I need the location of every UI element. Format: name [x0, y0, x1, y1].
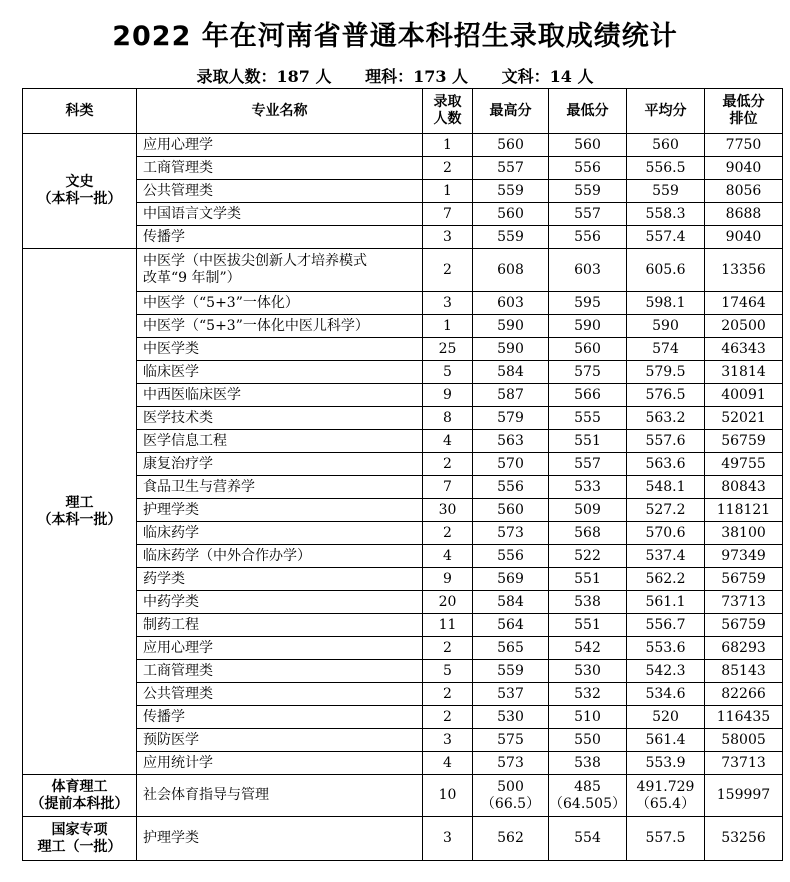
table-row: [23, 752, 783, 775]
min-rank-cell: 56759: [705, 568, 783, 591]
max-score-cell: 587: [473, 384, 549, 407]
major-cell: 医学技术类: [137, 407, 423, 430]
min-score-cell: 533: [549, 476, 627, 499]
table-row: [23, 453, 783, 476]
avg-score-cell: 527.2: [627, 499, 705, 522]
table-row: [23, 476, 783, 499]
count-cell: 11: [423, 614, 473, 637]
min-rank-cell: 73713: [705, 752, 783, 775]
table-row: [23, 522, 783, 545]
major-cell: 公共管理类: [137, 180, 423, 203]
major-cell: 中药学类: [137, 591, 423, 614]
header-rank: 最低分 排位: [705, 89, 783, 134]
max-score-cell: 563: [473, 430, 549, 453]
avg-score-cell: 542.3: [627, 660, 705, 683]
min-score-cell: 551: [549, 614, 627, 637]
min-score-cell: 556: [549, 226, 627, 249]
avg-score-cell: 553.9: [627, 752, 705, 775]
header-count: 录取 人数: [423, 89, 473, 134]
max-score-cell: 564: [473, 614, 549, 637]
count-cell: 1: [423, 315, 473, 338]
max-score-cell: 537: [473, 683, 549, 706]
major-cell: 医学信息工程: [137, 430, 423, 453]
min-rank-cell: 97349: [705, 545, 783, 568]
table-row: [23, 499, 783, 522]
min-score-cell: 590: [549, 315, 627, 338]
avg-score-cell: 548.1: [627, 476, 705, 499]
max-score-cell: 559: [473, 226, 549, 249]
min-score-cell: 560: [549, 338, 627, 361]
max-score-cell: 573: [473, 522, 549, 545]
header-max: 最高分: [473, 89, 549, 134]
min-rank-cell: 9040: [705, 157, 783, 180]
count-cell: 10: [423, 775, 473, 817]
max-score-cell: 560: [473, 134, 549, 157]
avg-score-cell: 590: [627, 315, 705, 338]
min-rank-cell: 53256: [705, 817, 783, 861]
count-cell: 30: [423, 499, 473, 522]
max-score-cell: 560: [473, 203, 549, 226]
min-score-cell: 560: [549, 134, 627, 157]
avg-score-cell: 561.1: [627, 591, 705, 614]
table-row: [23, 315, 783, 338]
major-cell: 康复治疗学: [137, 453, 423, 476]
count-cell: 25: [423, 338, 473, 361]
avg-score-cell: 491.729 （65.4）: [627, 775, 705, 817]
max-score-cell: 559: [473, 660, 549, 683]
count-cell: 2: [423, 706, 473, 729]
min-rank-cell: 40091: [705, 384, 783, 407]
major-cell: 社会体育指导与管理: [137, 775, 423, 817]
min-rank-cell: 13356: [705, 249, 783, 292]
admission-summary: [0, 64, 790, 87]
header-major: 专业名称: [137, 89, 423, 134]
min-score-cell: 559: [549, 180, 627, 203]
min-score-cell: 566: [549, 384, 627, 407]
count-cell: 2: [423, 157, 473, 180]
max-score-cell: 556: [473, 476, 549, 499]
max-score-cell: 560: [473, 499, 549, 522]
avg-score-cell: 605.6: [627, 249, 705, 292]
avg-score-cell: 579.5: [627, 361, 705, 384]
table-row: [23, 338, 783, 361]
count-cell: 4: [423, 430, 473, 453]
major-cell: 工商管理类: [137, 660, 423, 683]
avg-score-cell: 562.2: [627, 568, 705, 591]
header-min: 最低分: [549, 89, 627, 134]
max-score-cell: 590: [473, 338, 549, 361]
max-score-cell: 584: [473, 591, 549, 614]
min-score-cell: 550: [549, 729, 627, 752]
min-rank-cell: 56759: [705, 614, 783, 637]
summary-liberal: 文科：14 人: [501, 67, 594, 86]
max-score-cell: 570: [473, 453, 549, 476]
min-score-cell: 603: [549, 249, 627, 292]
min-score-cell: 551: [549, 568, 627, 591]
max-score-cell: 557: [473, 157, 549, 180]
min-rank-cell: 80843: [705, 476, 783, 499]
avg-score-cell: 598.1: [627, 292, 705, 315]
table-row: [23, 706, 783, 729]
count-cell: 3: [423, 292, 473, 315]
min-score-cell: 522: [549, 545, 627, 568]
avg-score-cell: 576.5: [627, 384, 705, 407]
avg-score-cell: 570.6: [627, 522, 705, 545]
max-score-cell: 575: [473, 729, 549, 752]
major-cell: 临床药学: [137, 522, 423, 545]
table-row: [23, 384, 783, 407]
major-cell: 中国语言文学类: [137, 203, 423, 226]
avg-score-cell: 520: [627, 706, 705, 729]
major-cell: 工商管理类: [137, 157, 423, 180]
major-cell: 应用心理学: [137, 134, 423, 157]
count-cell: 5: [423, 660, 473, 683]
min-score-cell: 538: [549, 752, 627, 775]
min-rank-cell: 7750: [705, 134, 783, 157]
summary-total: 录取人数：187 人: [196, 67, 332, 86]
min-rank-cell: 52021: [705, 407, 783, 430]
min-rank-cell: 38100: [705, 522, 783, 545]
table-row: [23, 568, 783, 591]
table-row: [23, 361, 783, 384]
table-row: [23, 292, 783, 315]
table-row: [23, 180, 783, 203]
table-row: [23, 249, 783, 292]
max-score-cell: 559: [473, 180, 549, 203]
major-cell: 中西医临床医学: [137, 384, 423, 407]
table-row: [23, 817, 783, 861]
max-score-cell: 590: [473, 315, 549, 338]
avg-score-cell: 563.6: [627, 453, 705, 476]
max-score-cell: 565: [473, 637, 549, 660]
major-cell: 中医学类: [137, 338, 423, 361]
table-row: [23, 637, 783, 660]
min-score-cell: 595: [549, 292, 627, 315]
min-rank-cell: 118121: [705, 499, 783, 522]
min-rank-cell: 49755: [705, 453, 783, 476]
major-cell: 公共管理类: [137, 683, 423, 706]
table-row: [23, 775, 783, 817]
major-cell: 预防医学: [137, 729, 423, 752]
max-score-cell: 603: [473, 292, 549, 315]
table-row: [23, 545, 783, 568]
min-rank-cell: 73713: [705, 591, 783, 614]
avg-score-cell: 563.2: [627, 407, 705, 430]
avg-score-cell: 557.6: [627, 430, 705, 453]
count-cell: 3: [423, 226, 473, 249]
major-cell: 中医学（“5+3”一体化中医儿科学）: [137, 315, 423, 338]
summary-science: 理科：173 人: [365, 67, 469, 86]
avg-score-cell: 556.7: [627, 614, 705, 637]
min-score-cell: 542: [549, 637, 627, 660]
avg-score-cell: 553.6: [627, 637, 705, 660]
header-category: 科类: [23, 89, 137, 134]
table-row: [23, 683, 783, 706]
count-cell: 2: [423, 683, 473, 706]
count-cell: 5: [423, 361, 473, 384]
min-score-cell: 557: [549, 203, 627, 226]
avg-score-cell: 574: [627, 338, 705, 361]
avg-score-cell: 561.4: [627, 729, 705, 752]
count-cell: 9: [423, 384, 473, 407]
major-cell: 中医学（中医拔尖创新人才培养模式 改革“9 年制”）: [137, 249, 423, 292]
header-row: [23, 89, 783, 134]
min-rank-cell: 8688: [705, 203, 783, 226]
max-score-cell: 579: [473, 407, 549, 430]
min-rank-cell: 85143: [705, 660, 783, 683]
page-title: 2022 年在河南省普通本科招生录取成绩统计: [112, 21, 678, 52]
avg-score-cell: 557.5: [627, 817, 705, 861]
table-row: [23, 591, 783, 614]
min-score-cell: 554: [549, 817, 627, 861]
major-cell: 制药工程: [137, 614, 423, 637]
major-cell: 传播学: [137, 226, 423, 249]
major-cell: 传播学: [137, 706, 423, 729]
avg-score-cell: 557.4: [627, 226, 705, 249]
max-score-cell: 530: [473, 706, 549, 729]
min-score-cell: 557: [549, 453, 627, 476]
min-rank-cell: 68293: [705, 637, 783, 660]
count-cell: 4: [423, 545, 473, 568]
min-rank-cell: 56759: [705, 430, 783, 453]
min-rank-cell: 159997: [705, 775, 783, 817]
count-cell: 7: [423, 476, 473, 499]
major-cell: 应用心理学: [137, 637, 423, 660]
min-rank-cell: 17464: [705, 292, 783, 315]
min-rank-cell: 9040: [705, 226, 783, 249]
max-score-cell: 556: [473, 545, 549, 568]
count-cell: 1: [423, 134, 473, 157]
min-rank-cell: 20500: [705, 315, 783, 338]
count-cell: 2: [423, 522, 473, 545]
min-score-cell: 485 （64.505）: [549, 775, 627, 817]
count-cell: 2: [423, 453, 473, 476]
header-avg: 平均分: [627, 89, 705, 134]
count-cell: 1: [423, 180, 473, 203]
min-score-cell: 556: [549, 157, 627, 180]
major-cell: 食品卫生与营养学: [137, 476, 423, 499]
max-score-cell: 608: [473, 249, 549, 292]
category-tiyu: 体育理工 （提前本科批）: [23, 775, 137, 817]
major-cell: 护理学类: [137, 499, 423, 522]
max-score-cell: 562: [473, 817, 549, 861]
avg-score-cell: 559: [627, 180, 705, 203]
min-rank-cell: 31814: [705, 361, 783, 384]
major-cell: 护理学类: [137, 817, 423, 861]
min-rank-cell: 58005: [705, 729, 783, 752]
min-score-cell: 509: [549, 499, 627, 522]
category-wenshi: 文史 （本科一批）: [23, 134, 137, 249]
count-cell: 4: [423, 752, 473, 775]
count-cell: 9: [423, 568, 473, 591]
max-score-cell: 569: [473, 568, 549, 591]
avg-score-cell: 560: [627, 134, 705, 157]
min-score-cell: 551: [549, 430, 627, 453]
count-cell: 7: [423, 203, 473, 226]
min-rank-cell: 82266: [705, 683, 783, 706]
avg-score-cell: 534.6: [627, 683, 705, 706]
major-cell: 药学类: [137, 568, 423, 591]
table-row: [23, 729, 783, 752]
count-cell: 8: [423, 407, 473, 430]
min-rank-cell: 8056: [705, 180, 783, 203]
min-rank-cell: 116435: [705, 706, 783, 729]
count-cell: 2: [423, 637, 473, 660]
major-cell: 中医学（“5+3”一体化）: [137, 292, 423, 315]
major-cell: 临床药学（中外合作办学）: [137, 545, 423, 568]
count-cell: 2: [423, 249, 473, 292]
max-score-cell: 573: [473, 752, 549, 775]
table-row: [23, 430, 783, 453]
min-score-cell: 555: [549, 407, 627, 430]
min-score-cell: 538: [549, 591, 627, 614]
min-score-cell: 510: [549, 706, 627, 729]
max-score-cell: 500 （66.5）: [473, 775, 549, 817]
min-score-cell: 575: [549, 361, 627, 384]
category-guojia: 国家专项 理工（一批）: [23, 817, 137, 861]
table-row: [23, 407, 783, 430]
min-rank-cell: 46343: [705, 338, 783, 361]
admission-table: [22, 88, 783, 861]
min-score-cell: 568: [549, 522, 627, 545]
table-row: [23, 226, 783, 249]
major-cell: 应用统计学: [137, 752, 423, 775]
category-ligong: 理工 （本科一批）: [23, 249, 137, 775]
max-score-cell: 584: [473, 361, 549, 384]
avg-score-cell: 556.5: [627, 157, 705, 180]
table-row: [23, 157, 783, 180]
table-row: [23, 203, 783, 226]
avg-score-cell: 558.3: [627, 203, 705, 226]
count-cell: 3: [423, 729, 473, 752]
table-row: [23, 134, 783, 157]
table-row: [23, 614, 783, 637]
min-score-cell: 532: [549, 683, 627, 706]
count-cell: 20: [423, 591, 473, 614]
count-cell: 3: [423, 817, 473, 861]
major-cell: 临床医学: [137, 361, 423, 384]
min-score-cell: 530: [549, 660, 627, 683]
avg-score-cell: 537.4: [627, 545, 705, 568]
table-row: [23, 660, 783, 683]
